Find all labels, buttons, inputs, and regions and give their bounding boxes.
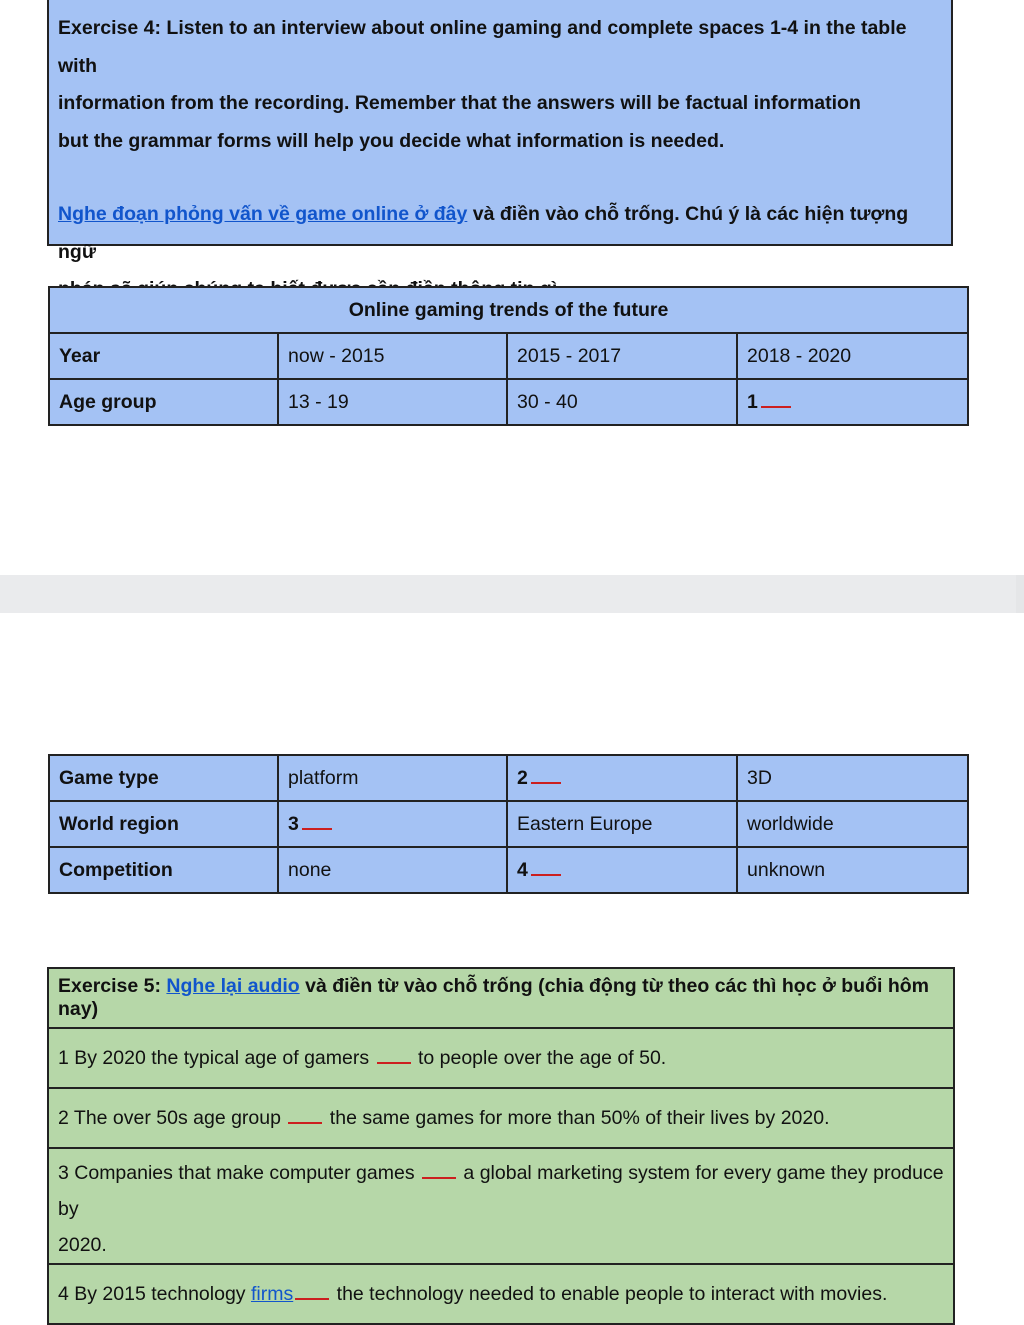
table-cell: 30 - 40 (507, 379, 737, 425)
vietnamese-instruction (58, 196, 942, 271)
blank-cell-4[interactable] (507, 847, 737, 893)
table-cell: 2018 - 2020 (737, 333, 968, 379)
question-text: the technology needed to enable people to interact with movies. (331, 1282, 888, 1305)
answer-blank[interactable] (422, 1163, 456, 1179)
table-cell: now - 2015 (278, 333, 507, 379)
table-cell: 2015 - 2017 (507, 333, 737, 379)
exercise-5-label: Exercise 5: (58, 975, 167, 997)
row-label-competition: Competition (49, 847, 278, 893)
table-row (49, 801, 968, 847)
exercise-5-table (47, 967, 955, 1325)
blank-number: 1 (747, 390, 758, 413)
question-row (48, 1028, 954, 1088)
question-text: 2020. (58, 1234, 107, 1256)
blank-number: 2 (517, 766, 528, 789)
table-cell: platform (278, 755, 507, 801)
table-cell: none (278, 847, 507, 893)
blank-number: 4 (517, 858, 528, 881)
exercise-4-instructions (47, 0, 953, 263)
question-row (48, 1264, 954, 1324)
question-row (48, 1148, 954, 1264)
answer-blank[interactable] (531, 860, 561, 876)
question-text: the same games for more than 50% of their lives by 2020. (324, 1106, 830, 1129)
instruction-line: but the grammar forms will help you decide what information is needed. (58, 129, 725, 152)
question-text: 4 By 2015 technology (58, 1282, 251, 1305)
row-label-age-group: Age group (49, 379, 278, 425)
answer-blank[interactable] (761, 392, 791, 408)
row-label-year: Year (49, 333, 278, 379)
gaming-trends-table (48, 286, 969, 426)
answer-blank[interactable] (302, 814, 332, 830)
gaming-details-table (48, 754, 969, 894)
table-cell: 13 - 19 (278, 379, 507, 425)
question-text: to people over the age of 50. (412, 1046, 667, 1069)
exercise-5-header (48, 968, 954, 1028)
table-row (49, 333, 968, 379)
table-row (49, 379, 968, 425)
row-label-world-region: World region (49, 801, 278, 847)
table-title: Online gaming trends of the future (49, 287, 968, 333)
blank-number: 3 (288, 812, 299, 835)
blank-cell-3[interactable] (278, 801, 507, 847)
answer-blank[interactable] (377, 1048, 411, 1064)
answer-blank[interactable] (288, 1108, 322, 1124)
row-label-game-type: Game type (49, 755, 278, 801)
exercise-5-instruction: và điền từ vào chỗ trống (chia động từ theo các thì học ở buổi hôm nay) (58, 975, 929, 1020)
question-row (48, 1088, 954, 1148)
blank-cell-2[interactable] (507, 755, 737, 801)
answer-blank[interactable] (531, 768, 561, 784)
instruction-line: information from the recording. Remember that the answers will be factual information (58, 92, 861, 114)
table-cell: unknown (737, 847, 968, 893)
table-cell: Eastern Europe (507, 801, 737, 847)
table-row (49, 847, 968, 893)
page-break (0, 575, 1024, 613)
answer-blank[interactable] (295, 1284, 329, 1300)
vietnamese-instruction-text: và điền vào chỗ trống. Chú ý là các hiện tượng ngữ (58, 203, 909, 263)
table-row (49, 755, 968, 801)
interview-audio-link[interactable]: Nghe đoạn phỏng vấn về game online ở đây (58, 203, 468, 225)
instruction-line: Exercise 4: Listen to an interview about online gaming and complete spaces 1-4 in the table with (58, 17, 907, 77)
table-cell: 3D (737, 755, 968, 801)
question-text: 1 By 2020 the typical age of gamers (58, 1046, 375, 1069)
question-text: a global marketing system for every game they produce by (58, 1162, 944, 1220)
question-text: 2 The over 50s age group (58, 1106, 287, 1129)
question-text: 3 Companies that make computer games (58, 1162, 421, 1184)
blank-cell-1[interactable] (737, 379, 968, 425)
replay-audio-link[interactable]: Nghe lại audio (166, 975, 300, 997)
table-cell: worldwide (737, 801, 968, 847)
firms-link[interactable]: firms (250, 1282, 294, 1305)
